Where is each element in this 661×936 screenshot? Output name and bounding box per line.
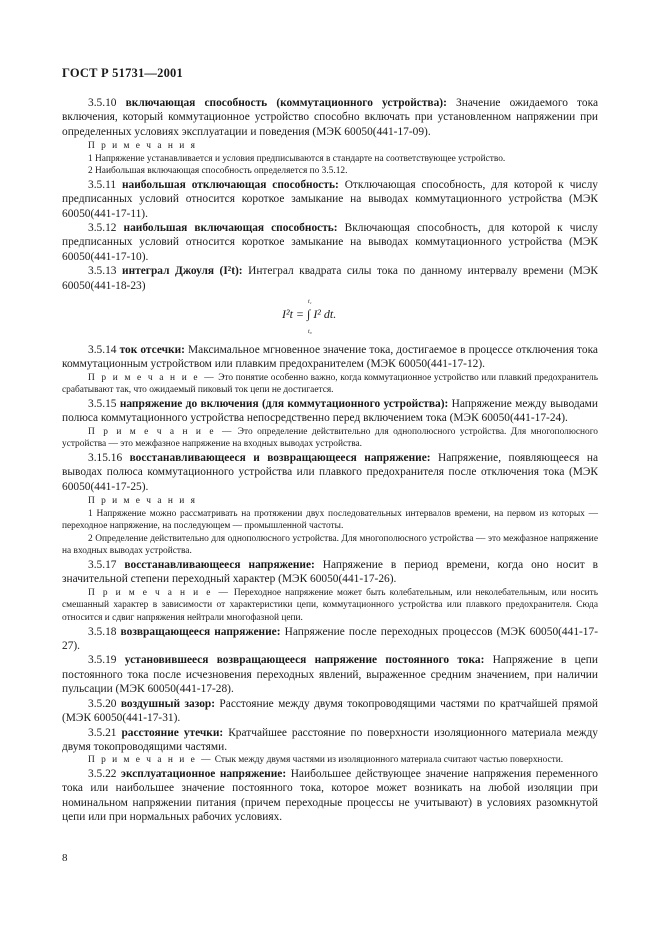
definition: Кратчайшее расстояние по поверхности изоляционного материала между двумя токопроводящими частями. bbox=[62, 726, 598, 753]
clause-number: 3.5.20 bbox=[88, 697, 117, 710]
formula-upper-limit: t₁ bbox=[308, 299, 312, 306]
definition: Наибольшее действующее значение напряжения переменного тока или наибольшее значение постоянного тока, которое может возникать на любой изоляции при номинальном напряжении питания (причем переходные процессы не учитывают) в условиях разомкнутой цепи или при нормальных рабочих условиях. bbox=[62, 767, 598, 824]
clause-number: 3.5.17 bbox=[88, 559, 117, 572]
clause-number: 3.5.11 bbox=[88, 178, 117, 191]
term: восстанавливающееся напряжение: bbox=[124, 559, 315, 572]
term: включающая способность (коммутационного устройства): bbox=[125, 97, 447, 109]
note-text: Это понятие особенно важно, когда коммутационное устройство или плавкий предохранитель срабатывают так, что ожидаемый пиковый ток цепи не достигается. bbox=[62, 372, 598, 396]
clause-number: 3.5.14 bbox=[88, 344, 117, 357]
definition: Интеграл квадрата силы тока по данному интервалу времени (МЭК 60050(441-18-23) bbox=[62, 265, 598, 292]
note-label: П р и м е ч а н и е — bbox=[88, 755, 213, 766]
paragraph-3-5-19 bbox=[62, 653, 598, 696]
clause-number: 3.5.10 bbox=[88, 97, 117, 109]
clause-number: 3.5.18 bbox=[88, 625, 117, 638]
joule-integral-formula bbox=[62, 299, 598, 339]
clause-number: 3.5.12 bbox=[88, 222, 117, 235]
paragraph-3-5-21 bbox=[62, 726, 598, 755]
paragraph-3-5-10 bbox=[62, 96, 598, 139]
term: восстанавливающееся и возвращающееся напряжение: bbox=[129, 452, 431, 465]
note-item: 1 Напряжение устанавливается и условия предписываются в стандарте на соответствующее устройство. bbox=[88, 153, 506, 164]
term: воздушный зазор: bbox=[120, 697, 216, 710]
paragraph-3-5-22 bbox=[62, 767, 598, 825]
note-text: Это определение действительно для однополюсного устройства. Для многополюсного устройства — это межфазное напряжение на входных выводах устройства. bbox=[62, 426, 598, 450]
term: расстояние утечки: bbox=[121, 726, 224, 739]
document-header: ГОСТ Р 51731—2001 bbox=[62, 66, 183, 80]
note-text: Переходное напряжение может быть колебательным, или неколебательным, или носить смешанный характер в зависимости от характеристики цепи, коммутационного устройства или плавкого предохранителя. Сюда относится и сдвиг напряжения нейтрали многофазной цепи. bbox=[62, 587, 598, 624]
term: ток отсечки: bbox=[119, 344, 185, 357]
definition: Напряжение между выводами полюса коммутационного устройства непосредственно перед включением тока (МЭК 60050(441-17-24). bbox=[62, 398, 598, 425]
document-body bbox=[62, 96, 598, 825]
paragraph-3-5-15 bbox=[62, 397, 598, 426]
definition: Напряжение, появляющееся на выводах полюса коммутационного устройства или плавкого предохранителя после отключения тока (МЭК 60050(441-17-25). bbox=[62, 452, 598, 493]
term: установившееся возвращающееся напряжение постоянного тока: bbox=[124, 654, 485, 667]
definition: Включающая способность, для которой к числу предписанных условий относится короткое замыкание на выводах коммутационного устройства (МЭК 60050(441-17-10). bbox=[62, 222, 599, 263]
definition: Максимальное мгновенное значение тока, достигаемое в процессе отключения тока коммутационным устройством или плавким предохранителем (МЭК 60050(441-17-12). bbox=[62, 344, 598, 371]
note-paragraph bbox=[62, 754, 598, 767]
paragraph-3-5-11 bbox=[62, 178, 598, 221]
note-text: Стык между двумя частями из изоляционного материала считают частью поверхности. bbox=[212, 755, 564, 766]
note-label: П р и м е ч а н и е — bbox=[88, 426, 234, 437]
clause-number: 3.15.16 bbox=[88, 452, 123, 465]
note-paragraph bbox=[62, 426, 598, 451]
term: наибольшая отключающая способность: bbox=[121, 178, 339, 191]
clause-number: 3.5.21 bbox=[88, 726, 117, 739]
term: интеграл Джоуля (I²t): bbox=[122, 265, 243, 278]
paragraph-3-5-17 bbox=[62, 558, 598, 587]
definition: Напряжение в период времени, когда оно носит в значительной степени переходный характер (МЭК 60050(441-17-26). bbox=[62, 559, 598, 586]
clause-number: 3.5.13 bbox=[88, 265, 117, 278]
clause-number: 3.5.19 bbox=[88, 654, 117, 667]
formula-text: I²t = ∫ I² dt. bbox=[282, 307, 337, 322]
paragraph-3-5-14 bbox=[62, 343, 598, 372]
notes-title: П р и м е ч а н и я bbox=[88, 141, 197, 152]
term: наибольшая включающая способность: bbox=[123, 222, 338, 235]
note-item: 1 Напряжение можно рассматривать на протяжении двух последовательных интервалов времени, на первом из которых — переходное напряжение, на последующем — промышленной частоты. bbox=[62, 508, 598, 532]
note-item: 2 Наибольшая включающая способность определяется по 3.5.12. bbox=[88, 166, 348, 177]
clause-number: 3.5.22 bbox=[88, 767, 117, 780]
definition: Расстояние между двумя токопроводящими частями по кратчайшей прямой (МЭК 60050(441-17-31). bbox=[62, 697, 598, 725]
clause-number: 3.5.15 bbox=[88, 398, 117, 411]
term: напряжение до включения (для коммутационного устройства): bbox=[119, 398, 449, 411]
term: возвращающееся напряжение: bbox=[120, 625, 281, 638]
paragraph-3-5-20 bbox=[62, 697, 598, 726]
note-paragraph bbox=[62, 372, 598, 397]
formula-lower-limit: t₀ bbox=[308, 329, 312, 336]
paragraph-3-5-18 bbox=[62, 625, 598, 654]
page-number: 8 bbox=[62, 852, 68, 864]
paragraph-3-5-13 bbox=[62, 264, 598, 293]
note-label: П р и м е ч а н и е — bbox=[88, 587, 230, 598]
definition: Значение ожидаемого тока включения, который коммутационное устройство способно включать при установленном напряжении при определенных условиях эксплуатации и поведения (МЭК 60050(441-17-09). bbox=[62, 97, 598, 138]
note-item: 2 Определение действительно для однополюсного устройства. Для многополюсного устройства — это межфазное напряжение на входных выводах устройства. bbox=[62, 533, 598, 557]
notes-title: П р и м е ч а н и я bbox=[88, 496, 197, 507]
note-label: П р и м е ч а н и е — bbox=[88, 372, 216, 383]
paragraph-3-5-12 bbox=[62, 221, 598, 264]
definition: Напряжение после переходных процессов (МЭК 60050(441-17-27). bbox=[62, 625, 598, 653]
definition: Отключающая способность, для которой к числу предписанных условий относится короткое замыкание на выводах коммутационного устройства (МЭК 60050(441-17-11). bbox=[62, 178, 598, 220]
definition: Напряжение в цепи постоянного тока после исчезновения переходных явлений, выраженное средним значением, при наличии пульсации (МЭК 60050(441-17-28). bbox=[62, 654, 598, 696]
term: эксплуатационное напряжение: bbox=[121, 767, 287, 780]
paragraph-3-15-16 bbox=[62, 451, 598, 494]
note-paragraph bbox=[62, 587, 598, 625]
